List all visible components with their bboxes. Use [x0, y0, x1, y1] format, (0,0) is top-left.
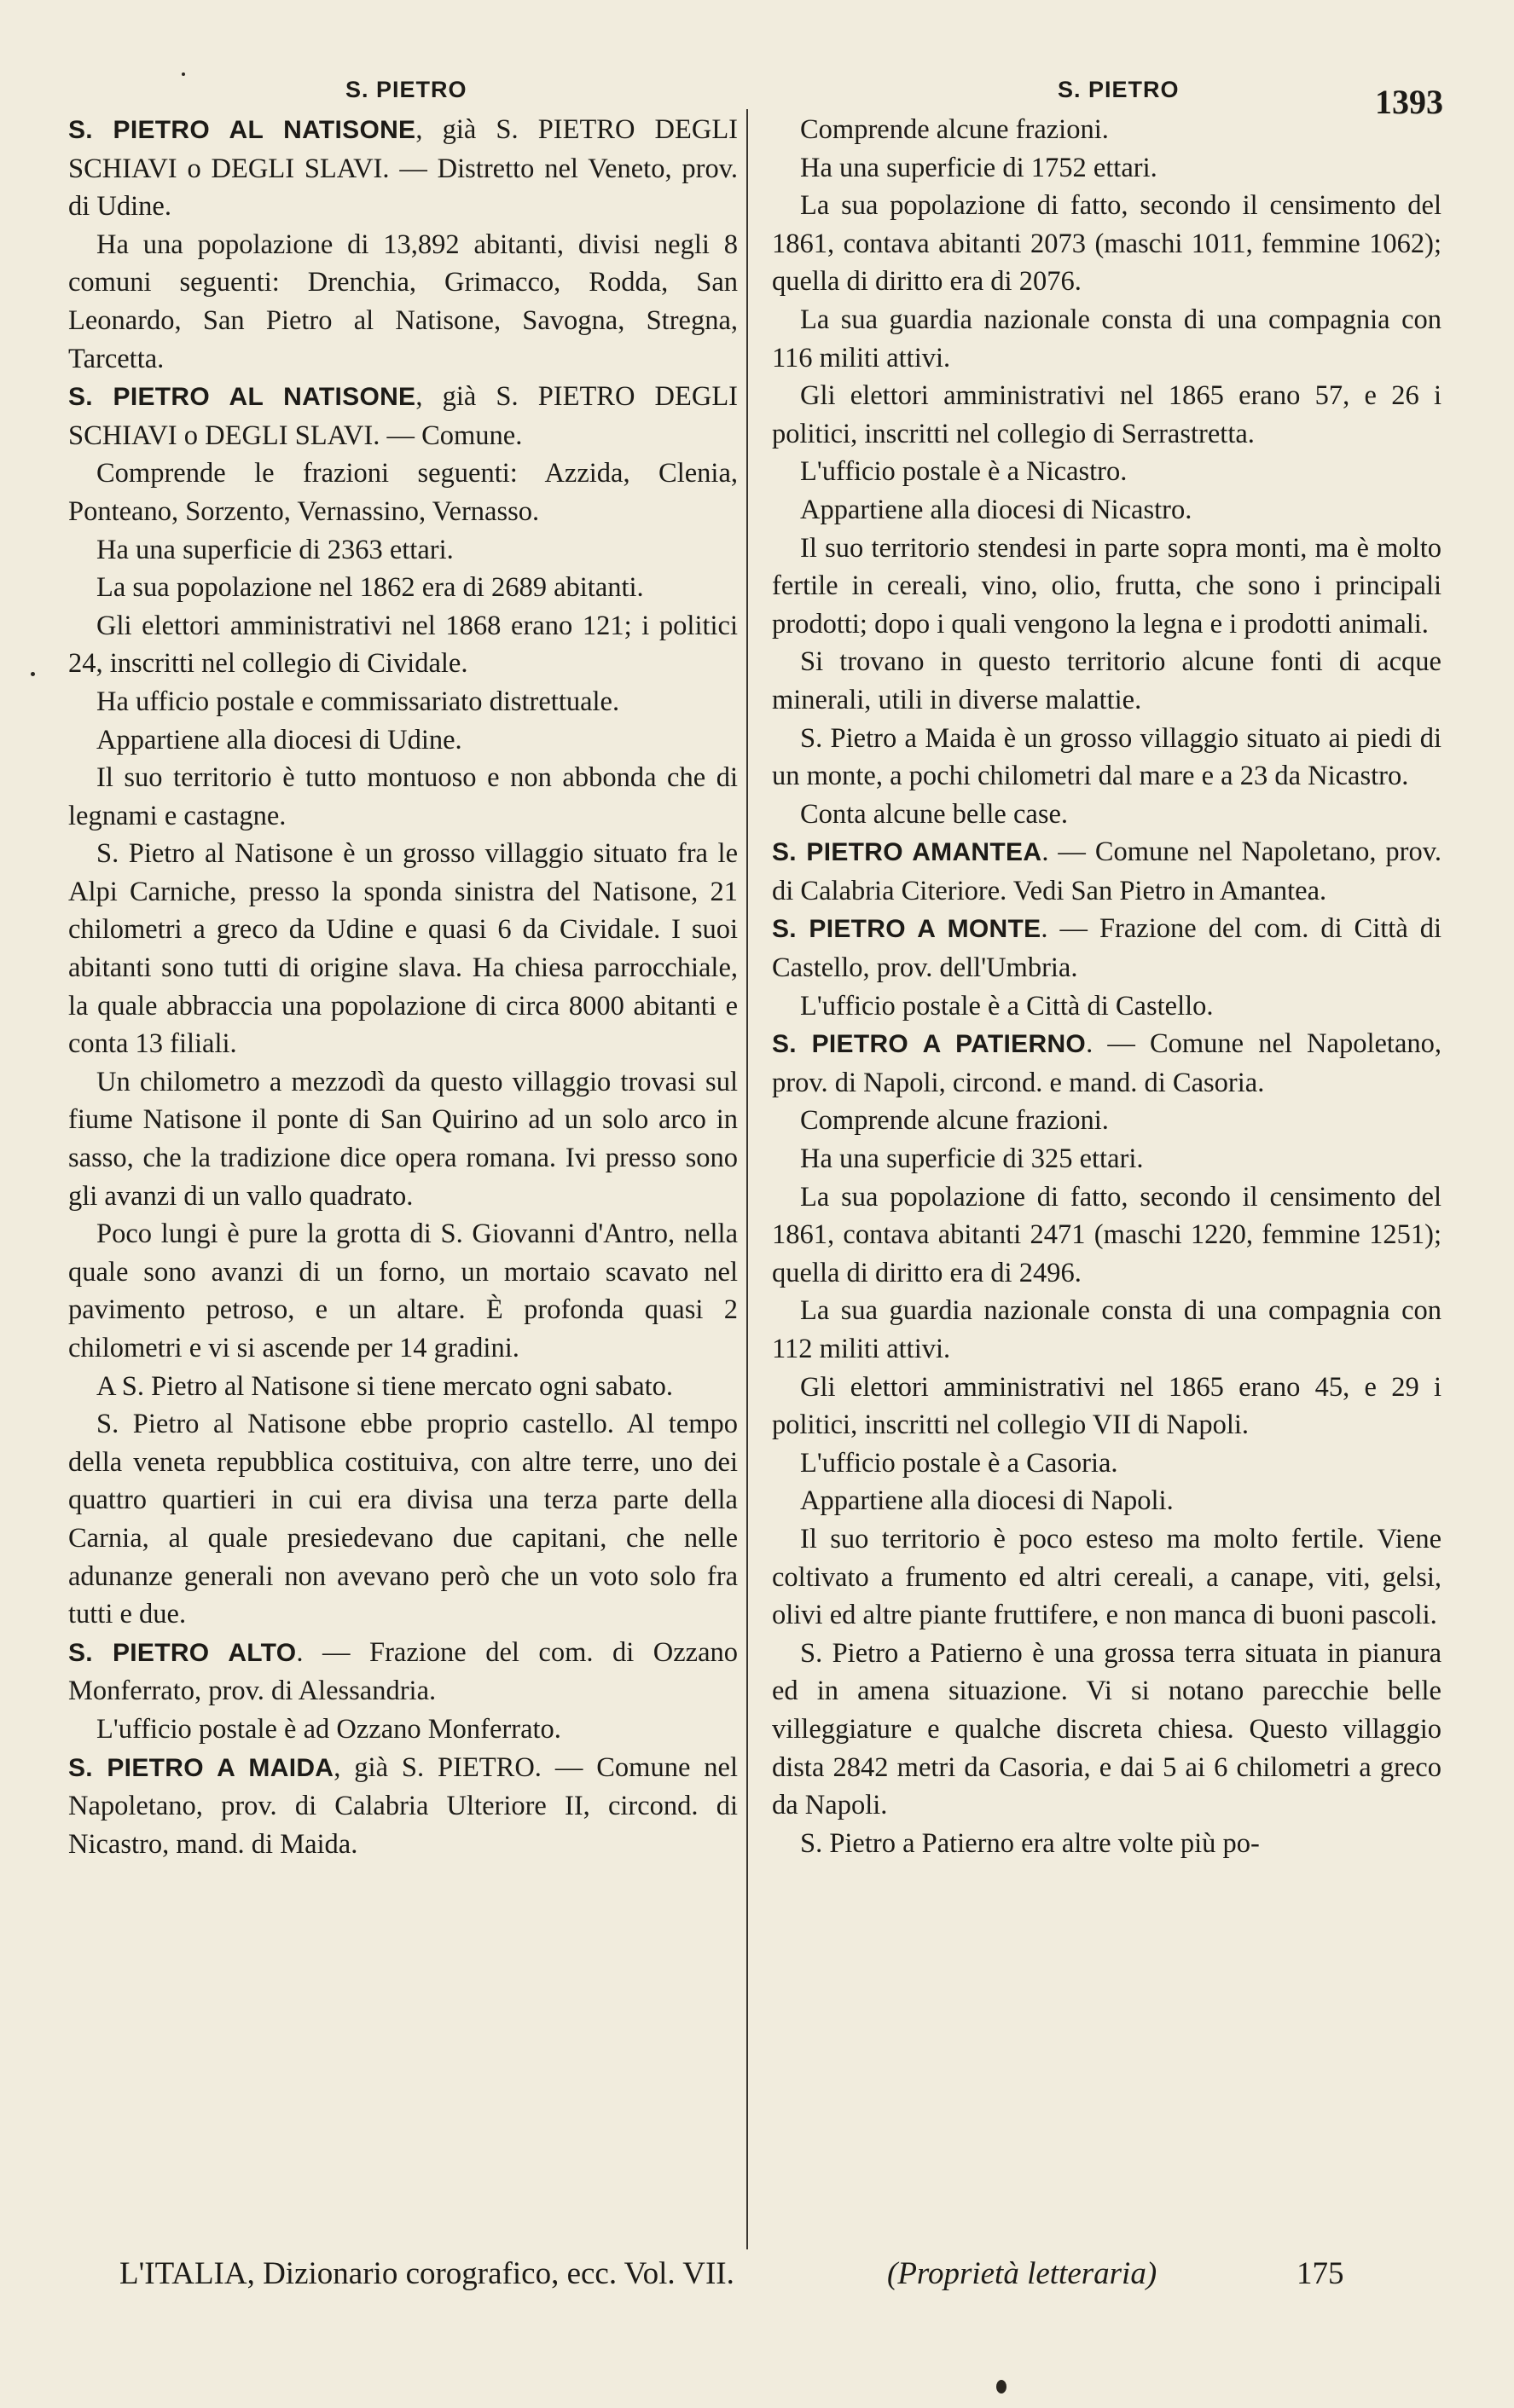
running-head-right: S. PIETRO — [1058, 77, 1180, 102]
entry-paragraph — [68, 759, 738, 835]
entry-paragraph — [68, 1215, 738, 1367]
entry-paragraph — [68, 531, 738, 570]
entry-text: A S. Pietro al Natisone si tiene mercato ogni sabato. — [96, 1370, 674, 1402]
entry-heading-paragraph — [68, 378, 738, 454]
entry-paragraph — [772, 1140, 1441, 1178]
entry-paragraph — [772, 149, 1441, 188]
entry-text: S. Pietro a Maida è un grosso villaggio situato ai piedi di un monte, a pochi chilometri dal mare e a 23 da Nicastro. — [772, 722, 1441, 792]
entry-paragraph — [772, 453, 1441, 491]
entry-title: S. PIETRO A MAIDA — [68, 1753, 334, 1782]
entry-text: Ha una superficie di 1752 ettari. — [800, 152, 1157, 183]
left-column — [68, 111, 738, 1863]
entry-text: S. Pietro al Natisone ebbe proprio castello. Al tempo della veneta repubblica costituiva, con altre terre, uno dei quattro quartieri in cui era divisa una terza parte della Carnia, al quale presiedevano due capitani, che nelle adunanze generali non avevano però che un voto solo fra tutti e due. — [68, 1409, 738, 1630]
entry-paragraph — [772, 1482, 1441, 1520]
entry-paragraph — [772, 1178, 1441, 1293]
entry-text: Gli elettori amministrativi nel 1865 erano 45, e 29 i politici, inscritti nel collegio VII di Napoli. — [772, 1371, 1441, 1441]
entry-paragraph — [68, 721, 738, 760]
entry-text: L'ufficio postale è a Casoria. — [800, 1447, 1118, 1479]
entry-text: La sua popolazione nel 1862 era di 2689 abitanti. — [96, 572, 644, 604]
entry-text: La sua guardia nazionale consta di una compagnia con 112 militi attivi. — [772, 1295, 1441, 1364]
entry-text: Appartiene alla diocesi di Udine. — [96, 724, 462, 755]
entry-text: L'ufficio postale è ad Ozzano Monferrato. — [96, 1713, 561, 1745]
entry-heading-paragraph — [772, 910, 1441, 987]
footer-signature: 175 — [1296, 2256, 1344, 2291]
entry-text: La sua popolazione di fatto, secondo il censimento del 1861, contava abitanti 2471 (maschi 1220, femmine 1251); quella di diritto era di 2496. — [772, 1181, 1441, 1288]
entry-text: Ha una superficie di 2363 ettari. — [96, 534, 454, 565]
ink-speck — [182, 72, 185, 76]
entry-heading-paragraph — [772, 1025, 1441, 1102]
page-number: 1393 — [1375, 83, 1443, 121]
entry-paragraph — [772, 530, 1441, 644]
entry-paragraph — [68, 569, 738, 607]
entry-title: S. PIETRO A MONTE — [772, 915, 1041, 944]
entry-paragraph — [772, 720, 1441, 796]
entry-text: La sua guardia nazionale consta di una compagnia con 116 militi attivi. — [772, 304, 1441, 373]
entry-title: S. PIETRO AL NATISONE — [68, 116, 416, 144]
entry-text: Appartiene alla diocesi di Napoli. — [800, 1485, 1174, 1517]
entry-text: Comprende alcune frazioni. — [800, 1105, 1109, 1137]
entry-text: Appartiene alla diocesi di Nicastro. — [800, 494, 1192, 525]
entry-text: . — Comune nel Napoletano, prov. di Napoli, circond. e mand. di Casoria. — [772, 1028, 1441, 1098]
entry-paragraph — [772, 1292, 1441, 1368]
entry-paragraph — [772, 1102, 1441, 1140]
entry-title: S. PIETRO A PATIERNO — [772, 1030, 1087, 1059]
entry-text: , già S. PIETRO DEGLI SCHIAVI o DEGLI SLAVI. — Distretto nel Veneto, prov. di Udine. — [68, 114, 739, 223]
entry-text: Ha ufficio postale e commissariato distrettuale. — [96, 686, 620, 717]
entry-title: S. PIETRO AMANTEA — [772, 838, 1042, 867]
entry-text: , già S. PIETRO DEGLI SCHIAVI o DEGLI SLAVI. — Comune. — [68, 381, 739, 451]
entry-heading-paragraph — [68, 1749, 738, 1864]
entry-paragraph — [68, 1710, 738, 1749]
entry-text: Il suo territorio è poco esteso ma molto fertile. Viene coltivato a frumento ed altri cereali, a canape, viti, gelsi, olivi ed altre piante fruttifere, e non manca di buoni pascoli. — [772, 1523, 1441, 1631]
entry-title: S. PIETRO AL NATISONE — [68, 383, 416, 412]
entry-paragraph — [772, 1520, 1441, 1635]
entry-paragraph — [68, 1063, 738, 1215]
entry-text: L'ufficio postale è a Città di Castello. — [800, 990, 1214, 1022]
entry-title: S. PIETRO ALTO — [68, 1638, 297, 1667]
entry-paragraph — [68, 835, 738, 1063]
entry-paragraph — [772, 1444, 1441, 1483]
entry-text: Si trovano in questo territorio alcune fonti di acque minerali, utili in diverse malattie. — [772, 646, 1441, 715]
entry-text: Il suo territorio è tutto montuoso e non abbonda che di legnami e castagne. — [68, 762, 738, 831]
ink-speck — [996, 2380, 1006, 2394]
entry-paragraph — [68, 607, 738, 683]
entry-text: Conta alcune belle case. — [800, 798, 1069, 830]
entry-text: , già S. PIETRO. — Comune nel Napoletano, prov. di Calabria Ulteriore II, circond. di Nicastro, mand. di Maida. — [68, 1751, 738, 1860]
entry-text: . — Comune nel Napoletano, prov. di Calabria Citeriore. Vedi San Pietro in Amantea. — [772, 836, 1442, 906]
entry-paragraph — [772, 491, 1441, 530]
entry-paragraph — [772, 987, 1441, 1026]
entry-paragraph — [772, 1635, 1441, 1825]
entry-text: S. Pietro a Patierno era altre volte più po- — [800, 1827, 1260, 1859]
right-column — [772, 111, 1441, 1862]
entry-text: Gli elettori amministrativi nel 1865 erano 57, e 26 i politici, inscritti nel collegio di Serrastretta. — [772, 380, 1441, 449]
entry-text: Ha una superficie di 325 ettari. — [800, 1143, 1144, 1175]
entry-paragraph — [68, 226, 738, 378]
entry-paragraph — [68, 1405, 738, 1634]
entry-text: L'ufficio postale è a Nicastro. — [800, 456, 1128, 488]
entry-paragraph — [772, 1825, 1441, 1863]
entry-text: Un chilometro a mezzodì da questo villaggio trovasi sul fiume Natisone il ponte di San Quirino ad un solo arco in sasso, che la tradizione dice opera romana. Ivi presso sono gli avanzi di un vallo quadrato. — [68, 1066, 738, 1212]
entry-paragraph — [772, 377, 1441, 453]
entry-text: Comprende le frazioni seguenti: Azzida, Clenia, Ponteano, Sorzento, Vernassino, Vernasso. — [68, 458, 738, 527]
entry-text: S. Pietro a Patierno è una grossa terra situata in pianura ed in amena situazione. Vi si notano parecchie belle villeggiature e qualche discreta chiesa. Questo villaggio dista 2842 metri da Casoria, e dai 5 ai 6 chilometri a greco da Napoli. — [772, 1637, 1441, 1821]
entry-heading-paragraph — [772, 833, 1441, 910]
footer-title: L'ITALIA, Dizionario corografico, ecc. Vol. VII. — [119, 2256, 734, 2291]
entry-text: Comprende alcune frazioni. — [800, 114, 1109, 145]
entry-text: Poco lungi è pure la grotta di S. Giovanni d'Antro, nella quale sono avanzi di un forno, un mortaio scavato nel pavimento petroso, e un altare. È profonda quasi 2 chilometri e vi si ascende per 14 gradini. — [68, 1218, 738, 1363]
entry-text: Gli elettori amministrativi nel 1868 erano 121; i politici 24, inscritti nel collegio di Cividale. — [68, 610, 738, 680]
entry-paragraph — [68, 683, 738, 721]
running-head-left: S. PIETRO — [345, 77, 467, 102]
entry-text: . — Frazione del com. di Ozzano Monferrato, prov. di Alessandria. — [68, 1636, 738, 1707]
footer-property-notice: (Proprietà letteraria) — [887, 2256, 1157, 2291]
entry-paragraph — [772, 643, 1441, 719]
column-divider — [746, 109, 748, 2249]
entry-paragraph — [68, 454, 738, 530]
entry-paragraph — [772, 187, 1441, 301]
entry-text: Il suo territorio stendesi in parte sopra monti, ma è molto fertile in cereali, vino, olio, frutta, che sono i principali prodotti; dopo i quali vengono la legna e i prodotti animali. — [772, 532, 1441, 640]
entry-text: . — Frazione del com. di Città di Castello, prov. dell'Umbria. — [772, 913, 1441, 984]
entry-text: S. Pietro al Natisone è un grosso villaggio situato fra le Alpi Carniche, presso la sponda sinistra del Natisone, 21 chilometri a greco da Udine e quasi 6 da Cividale. I suoi abitanti sono tutti di origine slava. Ha chiesa parrocchiale, la quale abbraccia una popolazione di circa 8000 abitanti e conta 13 filiali. — [68, 838, 738, 1060]
ink-speck — [31, 672, 35, 676]
entry-paragraph — [68, 1368, 738, 1406]
entry-heading-paragraph — [68, 1634, 738, 1710]
entry-text: La sua popolazione di fatto, secondo il censimento del 1861, contava abitanti 2073 (maschi 1011, femmine 1062); quella di diritto era di 2076. — [772, 190, 1441, 298]
entry-paragraph — [772, 1369, 1441, 1444]
entry-heading-paragraph — [68, 111, 738, 226]
entry-text: Ha una popolazione di 13,892 abitanti, divisi negli 8 comuni seguenti: Drenchia, Grimacco, Rodda, San Leonardo, San Pietro al Natisone, Savogna, Stregna, Tarcetta. — [68, 229, 738, 374]
entry-paragraph — [772, 301, 1441, 377]
entry-paragraph — [772, 796, 1441, 834]
entry-paragraph — [772, 111, 1441, 149]
